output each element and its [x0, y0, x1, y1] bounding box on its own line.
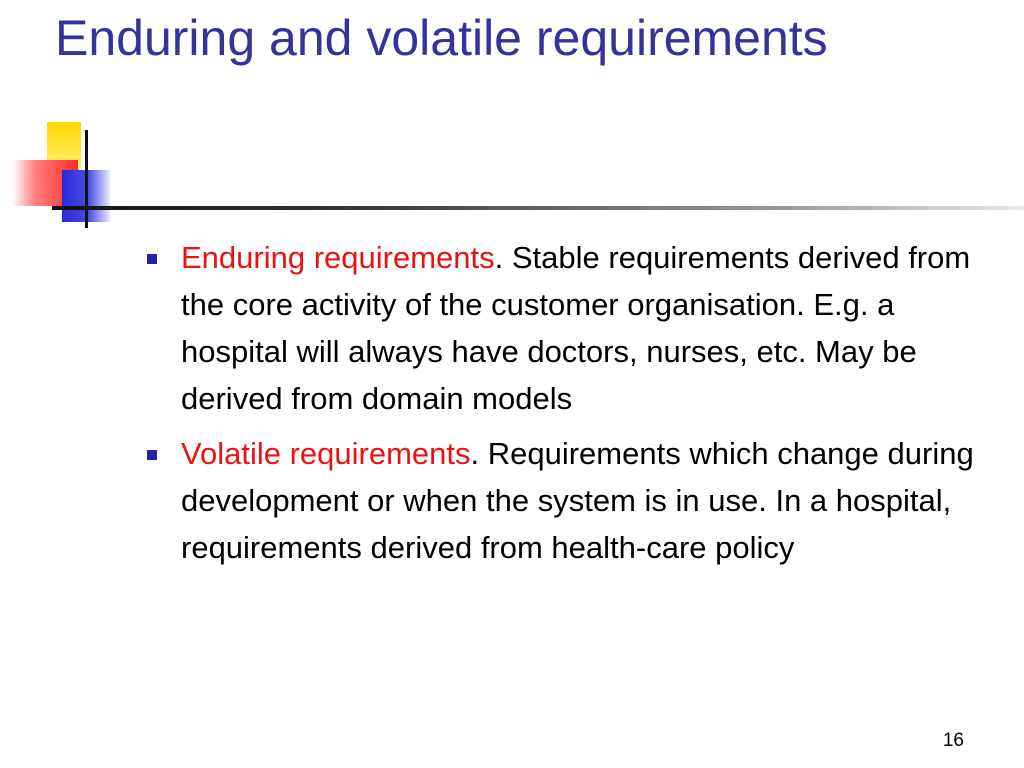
bullet-separator: .: [470, 436, 480, 471]
list-item: [140, 430, 990, 571]
bullet-separator: .: [494, 240, 504, 275]
page-number: 16: [942, 730, 964, 751]
list-item: [140, 234, 990, 422]
square-bullet-icon: [147, 450, 157, 460]
bullet-text: Stable requirements derived from the core activity of the customer organisation. E.g. a hospital will always have doctors, nurses, etc. May be derived from domain models: [181, 240, 971, 416]
bullet-list: [140, 234, 990, 579]
bullet-text: Requirements which change during development or when the system is in use. In a hospital, requirements derived from health-care policy: [181, 436, 974, 565]
bullet-term: Volatile requirements: [181, 436, 471, 471]
square-bullet-icon: [147, 254, 157, 264]
slide-title: Enduring and volatile requirements: [55, 10, 828, 66]
bullet-term: Enduring requirements: [181, 240, 495, 275]
vertical-rule-decoration: [85, 130, 88, 228]
title-underline-rule: [52, 206, 1024, 210]
